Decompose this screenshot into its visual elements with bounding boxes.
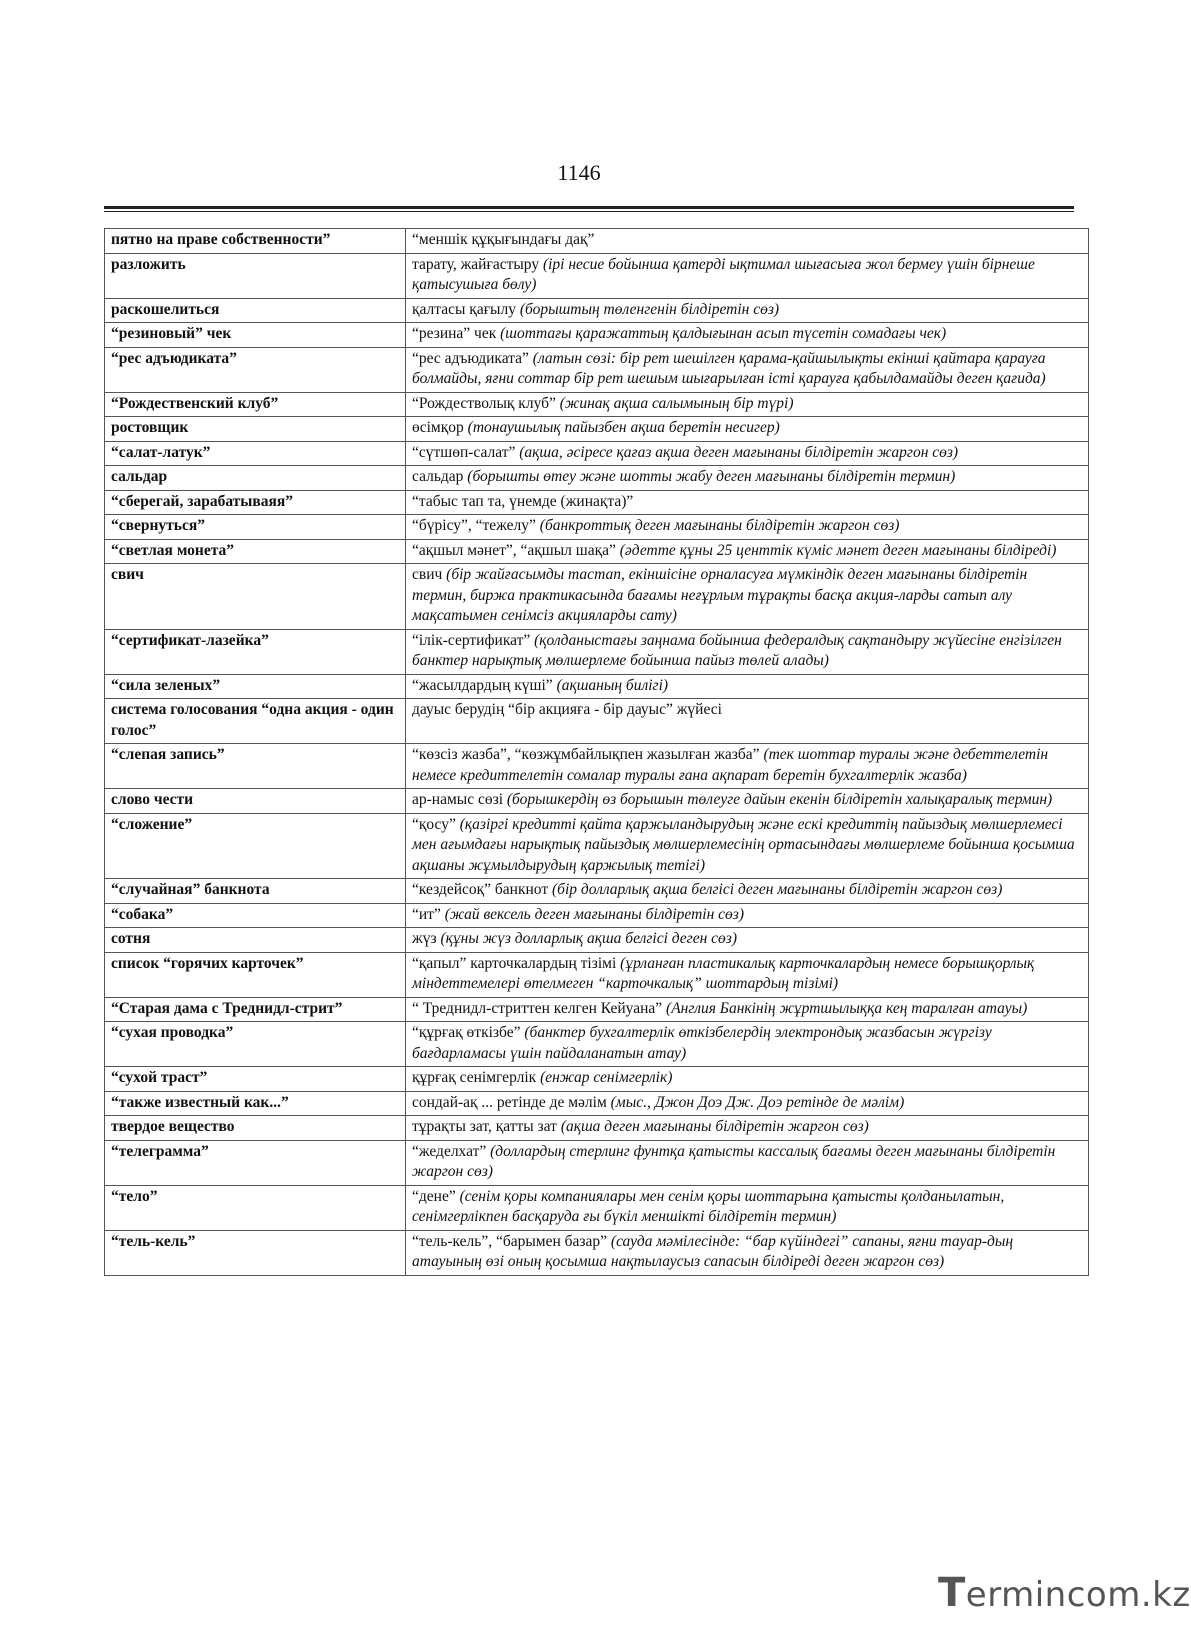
explanation-note: (әдетте құны 25 центтік күміс мәнет деген мағынаны білдіреді) [619,541,1057,559]
term-cell: система голосования “одна акция - один голос” [105,699,406,744]
table-row [105,253,1089,298]
table-row [105,564,1089,630]
translation-text: дауыс берудің “бір акцияға - бір дауыс” жүйесі [412,701,722,718]
table-row [105,441,1089,466]
explanation-note: (қолданыстағы заңнама бойынша федералдық сақтандыру жүйесіне енгізілген банктер нарықтық мөлшерлеме бойынша пайыз төлей алады) [412,631,1062,669]
definition-cell [406,1116,1089,1141]
term-cell: “салат-латук” [105,441,406,466]
translation-text: “кездейсоқ” банкнот [412,881,549,898]
translation-text: ар-намыс сөзі [412,791,504,808]
term-cell: “сложение” [105,813,406,879]
table-row [105,952,1089,997]
table-row [105,1022,1089,1067]
termincom-logo [938,1570,1191,1616]
explanation-note: (ірі несие бойынша қатерді ықтимал шығасыға жол бермеу үшін бірнеше қатысушыға бөлу) [412,255,1035,293]
table-row [105,903,1089,928]
table-row [105,466,1089,491]
explanation-note: (латын сөзі: бір рет шешілген қарама-қайшылықты екінші қайтара қарауға болмайды, яғни соттар бір рет шешым шығарылған істі қарауға қабылдамайды деген қағида) [412,349,1046,387]
term-cell: “собака” [105,903,406,928]
translation-text: “ілік-сертификат” [412,631,531,649]
translation-text: “көзсіз жазба”, “көзжұмбайлықпен жазылған жазба” [412,746,760,763]
translation-text: “қапыл” карточкалардың тізімі [412,954,617,972]
explanation-note: (тек шоттар туралы және дебеттелетін немесе кредиттелетін сомалар туралы ғана ақпарат беретін бухгалтерлік жазба) [412,746,1049,784]
definition-cell [406,813,1089,879]
translation-text: сальдар [412,468,464,485]
definition-cell [406,928,1089,953]
table-row [105,417,1089,442]
table-row [105,629,1089,674]
translation-text: тарату, жайғастыру [412,255,540,273]
translation-text: “рес адъюдиката” [412,349,529,367]
explanation-note: (борыштың төленгенін білдіретін сөз) [519,300,780,318]
explanation-note: (бір долларлық ақша белгісі деген мағынаны білдіретін жаргон сөз) [552,881,1003,898]
table-row [105,1116,1089,1141]
translation-text: “ит” [412,905,441,923]
explanation-note: (жай вексель деген мағынаны білдіретін сөз) [444,905,745,923]
explanation-note: (сауда мәмілесінде: “бар күйіндегі” сапаны, яғни тауар-дың атауының өзі оның қосымша нақтылаусыз сапасын білдіреді деген жаргон сөз) [412,1232,1014,1270]
term-cell: сальдар [105,466,406,491]
logo-text: ermincom.kz [965,1575,1191,1615]
definition-cell [406,564,1089,630]
definition-cell [406,879,1089,904]
table-row [105,539,1089,564]
explanation-note: (ақша, әсіресе қағаз ақша деген мағынаны білдіретін жаргон сөз) [519,443,959,461]
term-cell: “телеграмма” [105,1140,406,1185]
table-row [105,997,1089,1022]
translation-text: “жасылдардың күші” [412,676,553,694]
explanation-note: (шоттағы қаражаттың қалдығынан асып түсетін сомадағы чек) [500,325,947,342]
translation-text: “дене” [412,1187,456,1205]
translation-text: “жеделхат” [412,1142,487,1160]
explanation-note: (құны жүз долларлық ақша белгісі деген сөз) [440,930,738,947]
term-cell: “слепая запись” [105,744,406,789]
definition-cell [406,1185,1089,1230]
table-row [105,813,1089,879]
term-cell: “сухой траст” [105,1067,406,1092]
definition-cell [406,789,1089,814]
definition-cell [406,539,1089,564]
table-row [105,879,1089,904]
term-cell: слово чести [105,789,406,814]
term-cell: “сухая проводка” [105,1022,406,1067]
table-row [105,1067,1089,1092]
term-cell: “сертификат-лазейка” [105,629,406,674]
definition-cell [406,392,1089,417]
translation-text: “қосу” [412,815,456,833]
explanation-note: (Англия Банкінің жұртшылыққа кең таралған атауы) [666,999,1028,1017]
explanation-note: (қазіргі кредитті қайта қаржыландырудың және ескі кредиттің пайыздық мөлшерлемесі мен ағымдағы нарықтық пайыздық мөлшерлемесінің ортасындағы мөлшерлеме бойынша қосымша ақшаны жұмылдырудың қаржылық тетігі) [412,815,1075,874]
term-cell: “свернуться” [105,515,406,540]
term-cell: раскошелиться [105,298,406,323]
table-row [105,1230,1089,1275]
translation-text: “ақшыл мәнет”, “ақшыл шақа” [412,541,616,559]
translation-text: “құрғақ өткізбе” [412,1024,521,1041]
glossary-table [104,228,1089,1276]
definition-cell [406,229,1089,254]
table-row [105,674,1089,699]
explanation-note: (банкроттық деген мағынаны білдіретін жаргон сөз) [539,517,900,534]
table-row [105,1140,1089,1185]
table-row [105,347,1089,392]
explanation-note: (банктер бухгалтерлік өткізбелердің электрондық жазбасын жүргізу бағдарламасы үшін пайдаланатын атау) [412,1024,992,1062]
explanation-note: (мыс., Джон Доэ Дж. Доэ ретінде де мәлім) [610,1093,905,1111]
term-cell: “случайная” банкнота [105,879,406,904]
page-number: 1146 [557,160,601,185]
definition-cell [406,952,1089,997]
translation-text: жүз [412,930,437,947]
explanation-note: (доллардың стерлинг фунтқа қатысты кассалық бағамы деген мағынаны білдіретін жаргон сөз) [412,1142,1056,1180]
translation-text: “ Треднидл-стриттен келген Кейуана” [412,999,663,1017]
table-row [105,1091,1089,1116]
term-cell: “тель-кель” [105,1230,406,1275]
term-cell: сотня [105,928,406,953]
explanation-note: (бір жайғасымды тастап, екіншісіне орналасуға мүмкіндік деген мағынаны білдіретін термин, биржа практикасында бағамы неғұрлым тұрақты басқа акция-ларды сатып алу мақсатымен сенімсіз акцияларды сату) [412,566,1028,624]
translation-text: құрғақ сенімгерлік [412,1069,537,1086]
term-cell: “резиновый” чек [105,323,406,348]
definition-cell [406,1067,1089,1092]
translation-text: қалтасы қағылу [412,300,516,318]
translation-text: “табыс тап та, үнемде (жинақта)” [412,492,634,510]
table-row [105,229,1089,254]
explanation-note: (борышкердің өз борышын төлеуге дайын екенін білдіретін халықаралық термин) [506,791,1053,808]
header-rule-thin [104,211,1074,212]
definition-cell [406,629,1089,674]
definition-cell [406,997,1089,1022]
table-row [105,789,1089,814]
definition-cell [406,515,1089,540]
translation-text: свич [412,566,443,583]
term-cell: “также известный как...” [105,1091,406,1116]
translation-text: сондай-ақ ... ретінде де мәлім [412,1093,607,1111]
term-cell: свич [105,564,406,630]
term-cell: “светлая монета” [105,539,406,564]
definition-cell [406,466,1089,491]
explanation-note: (борышты өтеу және шотты жабу деген мағынаны білдіретін термин) [467,468,956,485]
header-rule [104,206,1074,209]
term-cell: “сила зеленых” [105,674,406,699]
definition-cell [406,490,1089,515]
explanation-note: (жинақ ақша салымының бір түрі) [559,394,794,412]
explanation-note: (ақшаның билігі) [556,676,669,694]
definition-cell [406,1091,1089,1116]
definition-cell [406,699,1089,744]
explanation-note: (ақша деген мағынаны білдіретін жаргон сөз) [560,1118,869,1135]
term-cell: “рес адъюдиката” [105,347,406,392]
definition-cell [406,1022,1089,1067]
definition-cell [406,253,1089,298]
definition-cell [406,744,1089,789]
definition-cell [406,298,1089,323]
table-row [105,298,1089,323]
table-row [105,1185,1089,1230]
table-row [105,392,1089,417]
table-row [105,490,1089,515]
translation-text: “бүрісу”, “тежелу” [412,517,536,534]
table-row [105,699,1089,744]
definition-cell [406,323,1089,348]
term-cell: ростовщик [105,417,406,442]
translation-text: “резина” чек [412,325,497,342]
term-cell: разложить [105,253,406,298]
term-cell: “тело” [105,1185,406,1230]
term-cell: список “горячих карточек” [105,952,406,997]
translation-text: “меншік құқығындағы дақ” [412,231,595,248]
term-cell: пятно на праве собственности” [105,229,406,254]
translation-text: өсімқор [412,419,464,436]
definition-cell [406,674,1089,699]
explanation-note: (енжар сенімгерлік) [540,1069,673,1086]
definition-cell [406,441,1089,466]
term-cell: “Рождественский клуб” [105,392,406,417]
term-cell: твердое вещество [105,1116,406,1141]
translation-text: тұрақты зат, қатты зат [412,1118,557,1135]
table-row [105,928,1089,953]
definition-cell [406,903,1089,928]
definition-cell [406,1140,1089,1185]
explanation-note: (ұрланған пластикалық карточкалардың немесе борышқорлық міндеттемелері өтелмеген “карточкалық” шоттардың тізімі) [412,954,1035,992]
definition-cell [406,347,1089,392]
translation-text: “сүтшөп-салат” [412,443,516,461]
term-cell: “сберегай, зарабатываяя” [105,490,406,515]
term-cell: “Старая дама с Треднидл-стрит” [105,997,406,1022]
translation-text: “тель-кель”, “барымен базар” [412,1232,608,1250]
table-row [105,515,1089,540]
table-row [105,744,1089,789]
explanation-note: (тонаушылық пайызбен ақша беретін несигер) [467,419,780,436]
translation-text: “Рождестволық клуб” [412,394,556,412]
explanation-note: (сенім қоры компаниялары мен сенім қоры шоттарына қатысты қолданылатын, сенімгерлікпен басқаруда ғы бүкіл меншікті білдіретін термин) [412,1187,1005,1225]
definition-cell [406,1230,1089,1275]
logo-initial: T [938,1570,966,1616]
definition-cell [406,417,1089,442]
table-row [105,323,1089,348]
